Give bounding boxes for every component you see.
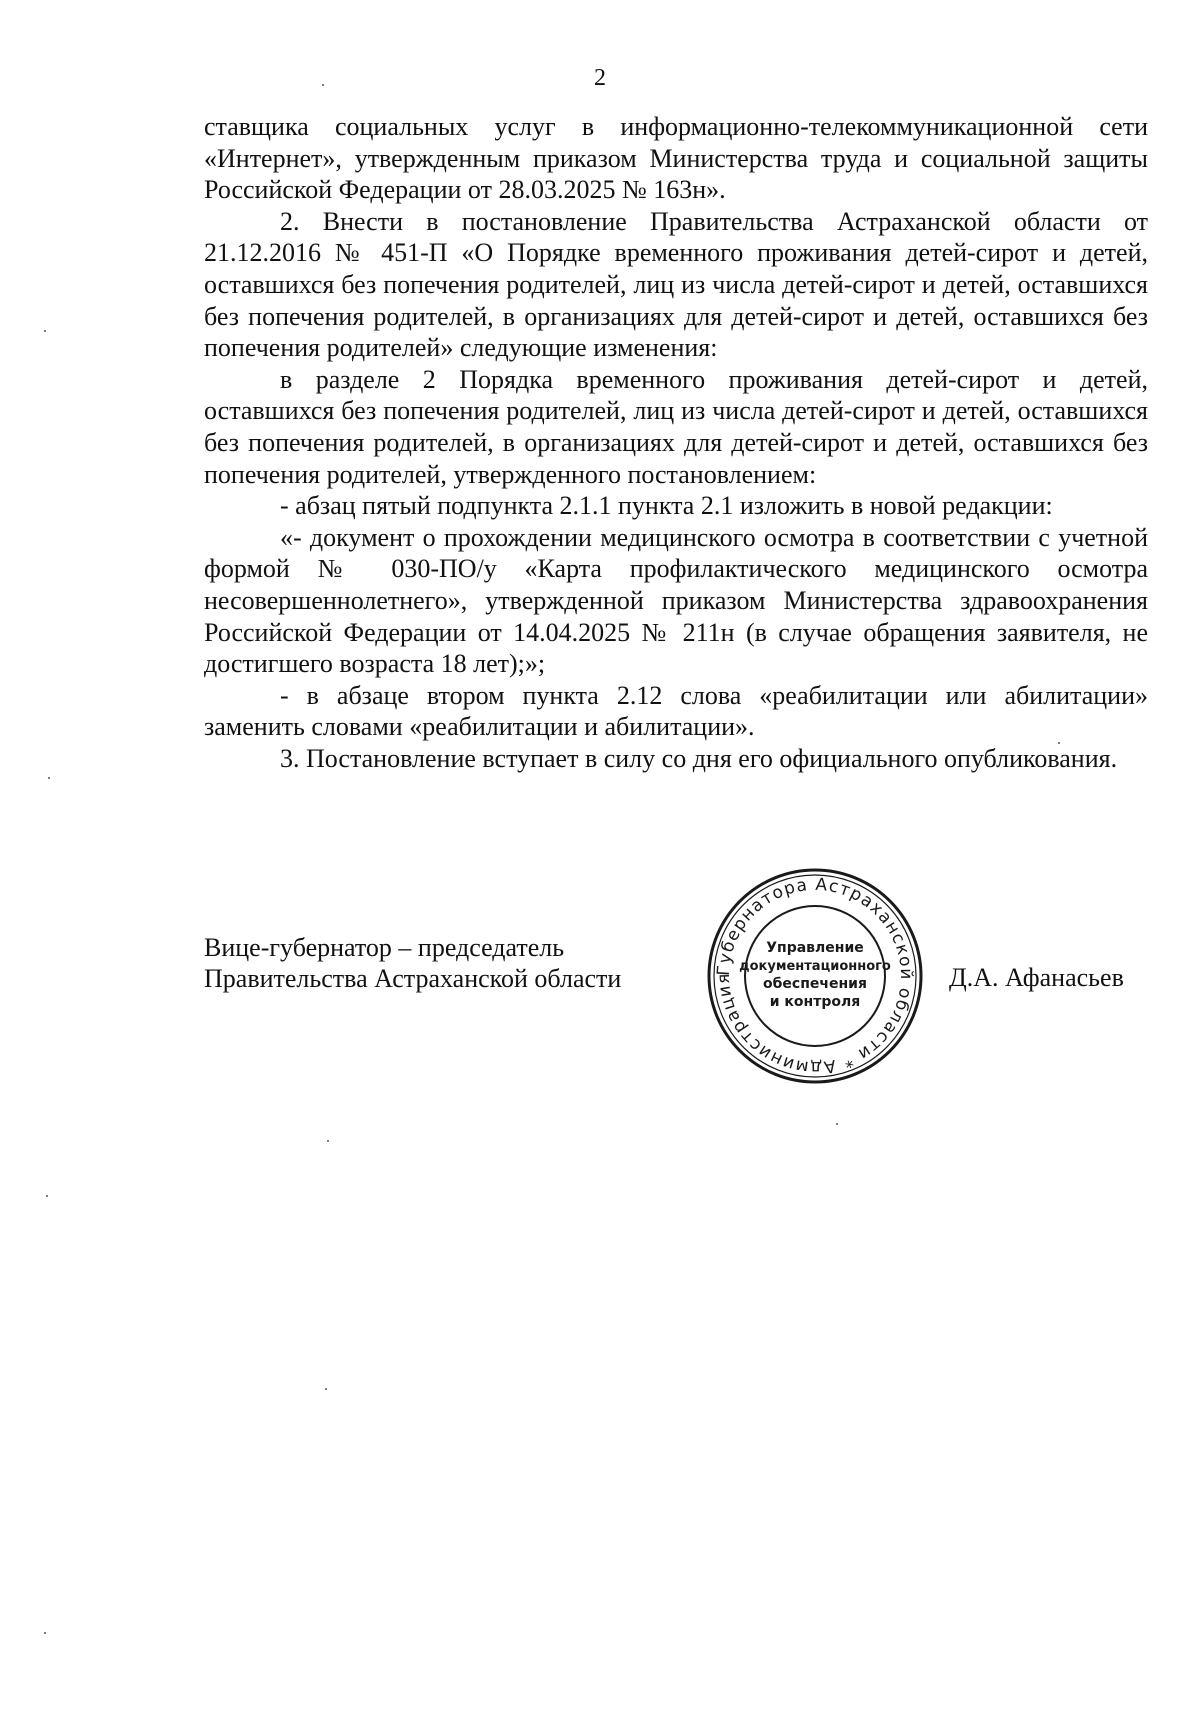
signer-position-line-1: Вице-губернатор – председатель [204, 933, 565, 962]
signer-position-line-2: Правительства Астраханской области [204, 964, 622, 993]
signer-position [204, 932, 621, 994]
svg-text:документационного: документационного [739, 959, 891, 974]
official-seal [705, 866, 925, 1086]
document-body [204, 111, 1148, 774]
scan-speck [836, 1123, 838, 1125]
svg-text:и контроля: и контроля [769, 994, 861, 1010]
paragraph-amendment-1: - абзац пятый подпункта 2.1.1 пункта 2.1 изложить в новой редакции: [280, 491, 1053, 521]
paragraph-amendment-2: - в абзаце втором пункта 2.12 слова «реабилитации или абилитации» заменить словами «реабилитации и абилитации». [204, 680, 1148, 742]
paragraph-item-3: 3. Постановление вступает в силу со дня его официального опубликования. [280, 743, 1118, 773]
scan-speck [322, 84, 324, 86]
paragraph-item-2: 2. Внести в постановление Правительства Астраханской области от 21.12.2016 № 451-П «О Порядке временного проживания детей-сирот и детей, оставшихся без попечения родителей, лиц из числа детей-сирот и детей, оставшихся без попечения родителей, в организациях для детей-сирот и детей, оставшихся без попечения родителей» следующие изменения: [204, 206, 1148, 363]
paragraph-continuation: ставщика социальных услуг в информационно-телекоммуникационной сети «Интернет», утвержденным приказом Министерства труда и социальной защиты Российской Федерации от 28.03.2025 № 163н». [204, 112, 1148, 205]
page-number: 2 [594, 65, 606, 91]
paragraph-section-2-intro: в разделе 2 Порядка временного проживания детей-сирот и детей, оставшихся без попечения родителей, лиц из числа детей-сирот и детей, оставшихся без попечения родителей, в организациях для детей-сирот и детей, оставшихся без попечения родителей, утвержденного постановлением: [204, 364, 1148, 489]
scan-speck [44, 1632, 46, 1634]
scan-speck [1058, 742, 1060, 744]
seal-center-text [739, 940, 891, 1010]
svg-text:обеспечения: обеспечения [763, 976, 867, 992]
svg-text:Губернатора Астраханской облас: Губернатора Астраханской области * Администрация [713, 874, 917, 1078]
scan-speck [46, 1195, 48, 1197]
scan-speck [44, 330, 46, 332]
paragraph-amendment-1-text: «- документ о прохождении медицинского осмотра в соответствии с учетной формой № 030-ПО/у «Карта профилактического медицинского осмотра несовершеннолетнего», утвержденной приказом Министерства здравоохранения Российской Федерации от 14.04.2025 № 211н (в случае обращения заявителя, не достигшего возраста 18 лет);»; [204, 522, 1148, 679]
scan-speck [325, 1388, 327, 1390]
svg-text:Управление: Управление [766, 940, 864, 956]
scan-speck [48, 777, 50, 779]
scan-speck [327, 1140, 329, 1142]
signer-name: Д.А. Афанасьев [949, 963, 1124, 992]
